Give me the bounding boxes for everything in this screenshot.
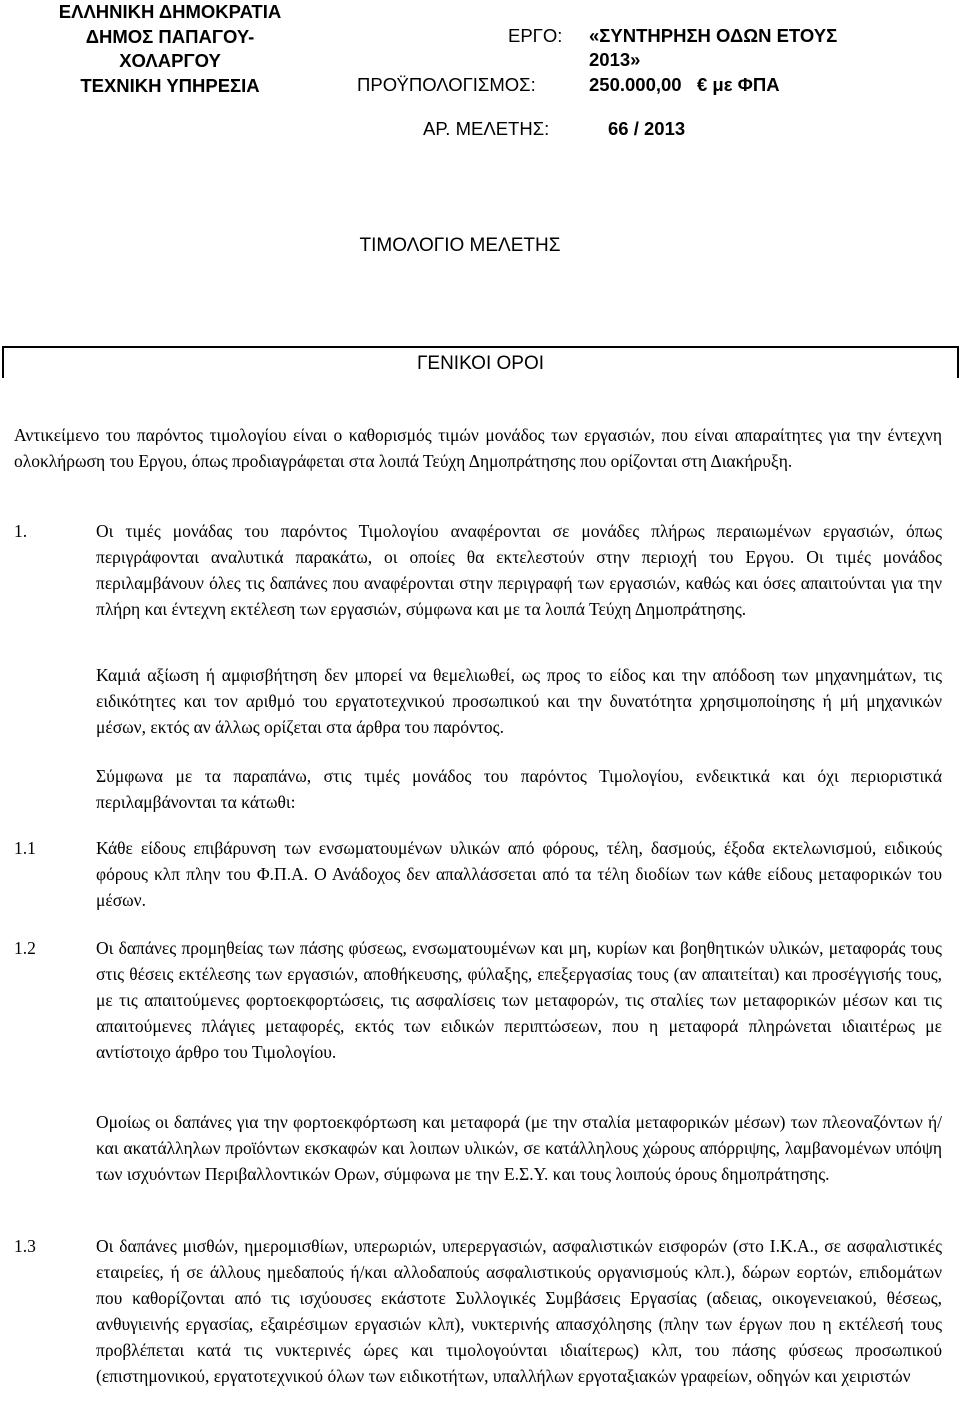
- item-1-2-text-continued: Ομοίως οι δαπάνες για την φορτοεκφόρτωση και μεταφορά (με την σταλία μεταφορικών μέσων) των πλεοναζόντων ή/και ακατάλληλων προϊόντων εκσκαφών και λοιπων υλικών, σε κατάλληλους χώρους απόρριψης, λαμβανομένων υπόψη των ισχυόντων Περιβαλλοντικών Ορων, σύμφωνα με την Ε.Σ.Υ. και τους λοιπούς όρους δημοπράτησης.: [96, 1112, 942, 1184]
- section-title: ΓΕΝΙΚΟΙ ΟΡΟΙ: [416, 353, 545, 374]
- item-1-2-text: Οι δαπάνες προμηθείας των πάσης φύσεως, ενσωματουμένων και μη, κυρίων και βοηθητικών υλικών, μεταφοράς τους στις θέσεις εκτέλεσης των εργασιών, αποθήκευσης, φύλαξης, επεξεργασίας τους (αν απαιτείται) και προσέγγισής τους, με τις απαιτούμενες φορτοεκφορτώσεις, τις ασφαλίσεις των μεταφορών, τις σταλίες των μεταφορικών μέσων και τις απαιτούμενες πλάγιες μεταφορές, εκτός των ειδικών περιπτώσεων, που η μεταφορά πληρώνεται ιδιαιτέρως με αντίστοιχο άρθρο του Τιμολογίου.: [96, 938, 942, 1062]
- organization-header: [0, 0, 340, 98]
- item-1-2-number: 1.2: [14, 938, 36, 958]
- org-line-department: ΤΕΧΝΙΚΗ ΥΠΗΡΕΣΙΑ: [80, 74, 260, 96]
- included-paragraph: Σύμφωνα με τα παραπάνω, στις τιμές μονάδος του παρόντος Τιμολογίου, ενδεικτικά και όχι περιοριστικά περιλαμβάνονται τα κάτωθι:: [96, 766, 942, 812]
- item-1-1-text: Κάθε είδους επιβάρυνση των ενσωματουμένων υλικών από φόρους, τέλη, δασμούς, έξοδα εκτελωνισμού, ειδικούς φόρους κλπ πλην του Φ.Π.Α. Ο Ανάδοχος δεν απαλλάσσεται από τα τέλη διοδίων των κάθε είδους μεταφορικών του μέσων.: [96, 838, 942, 910]
- item-1-text: [96, 518, 942, 622]
- org-line-municipality: ΔΗΜΟΣ ΠΑΠΑΓΟΥ-: [85, 25, 255, 47]
- section-header-box: [2, 346, 959, 378]
- item-1-3-text: Οι δαπάνες μισθών, ημερομισθίων, υπερωριών, υπερεργασιών, ασφαλιστικών εισφορών (στο Ι.Κ.Α., σε ασφαλιστικές εταιρείες, ή σε άλλους ημεδαπούς ή/και αλλοδαπούς ασφαλιστικούς οργανισμούς κλπ.), δώρων εορτών, επιδομάτων που καθορίζονται από τις ισχύουσες εκάστοτε Συλλογικές Συμβάσεις Εργασίας (αδειας, οικογενειακού, θέσεως, ανθυγιεινής εργασίας, εξαιρέσιμων εργασιών κλπ), νυκτερινής απασχόλησης (πλην των έργων που η εκτέλεσή τους προβλέπεται κατά τις νυκτερινές ώρες και τιμολογούνται ιδιαίτερως) κλπ, του πάσης φύσεως προσωπικού (επιστημονικού, εργατοτεχνικού όλων των ειδικοτήτων, υπαλλήλων εργοταξιακών γραφείων, οδηγών και χειριστών: [96, 1236, 942, 1386]
- project-label: ΕΡΓΟ:: [508, 25, 563, 46]
- item-1-3-number: 1.3: [14, 1236, 36, 1256]
- project-title-line2: 2013»: [589, 49, 641, 70]
- item-1-body: Οι τιμές μονάδας του παρόντος Τιμολογίου αναφέρονται σε μονάδες πλήρως περαιωμένων εργασιών, όπως περιγράφονται αναλυτικά παρακάτω, οι οποίες θα εκτελεστούν στην περιοχή του Εργου. Οι τιμές μονάδος περιλαμβάνουν όλες τις δαπάνες που αναφέρονται στην περιγραφή των εργασιών, καθώς και όσες απαιτούνται για την πλήρη και έντεχνη εκτέλεση των εργασιών, σύμφωνα και με τα λοιπά Τεύχη Δημοπράτησης.: [96, 521, 942, 619]
- claim-paragraph: Καμιά αξίωση ή αμφισβήτηση δεν μπορεί να θεμελιωθεί, ως προς το είδος και την απόδοση των μηχανημάτων, τις ειδικότητες και τον αριθμό του εργατοτεχνικού προσωπικού και την δυνατότητα χρησιμοποίησης ή μή μηχανικών μέσων, εκτός αν άλλως ορίζεται στα άρθρα του παρόντος.: [96, 665, 942, 737]
- item-1-1-number: 1.1: [14, 838, 36, 858]
- org-line-municipality-cont: ΧΟΛΑΡΓΟΥ: [119, 50, 221, 71]
- study-number-label: ΑΡ. ΜΕΛΕΤΗΣ:: [423, 118, 550, 139]
- budget-value: 250.000,00: [589, 74, 682, 95]
- intro-paragraph: Αντικείμενο του παρόντος τιμολογίου είναι ο καθορισμός τιμών μονάδος των εργασιών, που είναι απαραίτητες για την έντεχνη ολοκλήρωση του Εργου, όπως προδιαγράφεται στα λοιπά Τεύχη Δημοπράτησης που ορίζονται στη Διακήρυξη.: [14, 425, 942, 471]
- budget-label: ΠΡΟΫΠΟΛΟΓΙΣΜΟΣ:: [357, 74, 536, 95]
- project-title-line1: «ΣΥΝΤΗΡΗΣΗ ΟΔΩΝ ΕΤΟΥΣ: [589, 25, 838, 46]
- study-number-value: 66 / 2013: [608, 118, 686, 139]
- budget-unit: € με ΦΠΑ: [697, 74, 780, 95]
- item-1-number: 1.: [14, 521, 28, 541]
- org-line-country: ΕΛΛΗΝΙΚΗ ΔΗΜΟΚΡΑΤΙΑ: [58, 1, 282, 22]
- document-title: ΤΙΜΟΛΟΓΙΟ ΜΕΛΕΤΗΣ: [359, 235, 561, 256]
